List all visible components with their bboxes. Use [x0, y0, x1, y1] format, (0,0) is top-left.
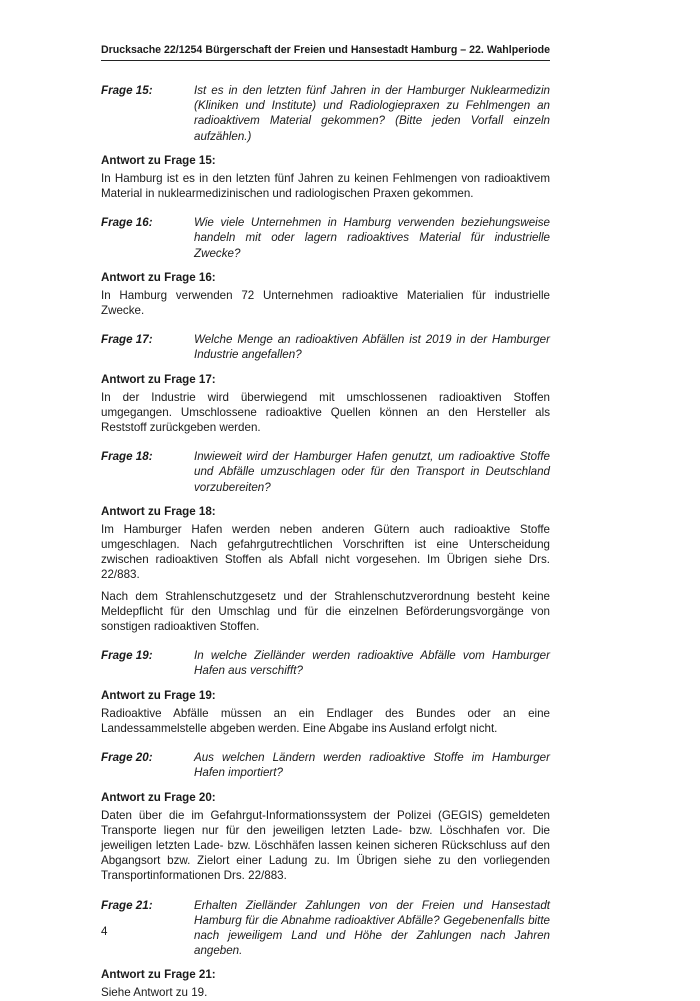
- answer-heading: Antwort zu Frage 21:: [101, 968, 216, 982]
- question: [101, 750, 550, 780]
- header-document-number: Drucksache 22/1254: [101, 44, 203, 56]
- qa-block-17: [101, 332, 550, 435]
- question: [101, 332, 550, 362]
- answer-paragraph: Radioaktive Abfälle müssen an ein Endlager des Bundes oder an eine Landessammelstelle abgeben werden. Eine Abgabe ins Ausland erfolgt nicht.: [101, 706, 550, 735]
- page-number: 4: [101, 925, 108, 938]
- header-parliament-title: Bürgerschaft der Freien und Hansestadt Hamburg – 22. Wahlperiode: [205, 44, 550, 56]
- question-label: Frage 20:: [101, 751, 153, 765]
- qa-block-18: [101, 449, 550, 634]
- question: [101, 83, 550, 144]
- question-text: Inwieweit wird der Hamburger Hafen genutzt, um radioaktive Stoffe und Abfälle umzuschlagen oder für den Transport in Deutschland vorzubereiten?: [194, 450, 550, 494]
- question-label: Frage 21:: [101, 898, 153, 912]
- answer-heading: Antwort zu Frage 16:: [101, 270, 216, 284]
- question-text: Wie viele Unternehmen in Hamburg verwenden beziehungsweise handeln mit oder lagern radioaktives Material für industrielle Zwecke?: [194, 216, 550, 260]
- answer-paragraph: In der Industrie wird überwiegend mit umschlossenen radioaktiven Stoffen umgegangen. Umschlossene radioaktive Quellen können an den Hersteller als Reststoff zurückgeben werden.: [101, 390, 550, 435]
- question: [101, 215, 550, 261]
- question-label: Frage 19:: [101, 649, 153, 663]
- qa-content: [101, 83, 550, 1001]
- question-text: Erhalten Zielländer Zahlungen von der Freien und Hansestadt Hamburg für die Abnahme radioaktiver Abfälle? Gegebenenfalls bitte nach jeweiligem Land und Höhe der Zahlungen nach Jahren angeben.: [194, 898, 550, 958]
- answer-paragraph: In Hamburg ist es in den letzten fünf Jahren zu keinen Fehlmengen von radioaktivem Material in nuklearmedizinischen und radiologischen Praxen gekommen.: [101, 171, 550, 201]
- question-label: Frage 18:: [101, 450, 153, 464]
- question-label: Frage 16:: [101, 216, 153, 230]
- question: [101, 449, 550, 495]
- qa-block-20: [101, 750, 550, 883]
- answer-heading: Antwort zu Frage 19:: [101, 688, 216, 702]
- qa-block-21: [101, 898, 550, 1001]
- question-text: In welche Zielländer werden radioaktive Abfälle vom Hamburger Hafen aus verschifft?: [194, 649, 550, 678]
- answer-heading: Antwort zu Frage 15:: [101, 153, 216, 167]
- answer-paragraph: Daten über die im Gefahrgut-Informationssystem der Polizei (GEGIS) gemeldeten Transporte liegen nur für den jeweiligen letzten Lade- bzw. Löschhafen vor. Die jeweiligen letzten Lade- bzw. Löschhäfen lassen keinen sicheren Rückschluss auf den Abgangsort bzw. Zielort einer Ladung zu. Im Übrigen siehe zu den vorliegenden Transportinformationen Drs. 22/883.: [101, 808, 550, 883]
- answer-paragraph: Im Hamburger Hafen werden neben anderen Gütern auch radioaktive Stoffe umgeschlagen. Nach gefahrgutrechtlichen Vorschriften ist eine Unterscheidung zwischen radioaktiven Stoffen als Abfall nicht vorgesehen. Im Übrigen siehe Drs. 22/883.: [101, 522, 550, 582]
- qa-block-19: [101, 648, 550, 736]
- answer-paragraph: Siehe Antwort zu 19.: [101, 986, 208, 1000]
- qa-block-16: [101, 215, 550, 318]
- question: [101, 648, 550, 678]
- question-label: Frage 15:: [101, 84, 153, 97]
- answer-heading: Antwort zu Frage 20:: [101, 790, 216, 804]
- question-text: Welche Menge an radioaktiven Abfällen ist 2019 in der Hamburger Industrie angefallen?: [194, 333, 550, 362]
- answer-heading: Antwort zu Frage 18:: [101, 504, 216, 518]
- question-label: Frage 17:: [101, 333, 153, 347]
- answer-heading: Antwort zu Frage 17:: [101, 372, 216, 386]
- page-header: [101, 44, 550, 61]
- qa-block-15: [101, 83, 550, 201]
- question-text: Aus welchen Ländern werden radioaktive Stoffe im Hamburger Hafen importiert?: [194, 751, 550, 780]
- answer-paragraph: In Hamburg verwenden 72 Unternehmen radioaktive Materialien für industrielle Zwecke.: [101, 288, 550, 318]
- answer-paragraph: Nach dem Strahlenschutzgesetz und der Strahlenschutzverordnung besteht keine Meldepflicht für den Umschlag und für die einzelnen Beförderungsvorgänge von sonstigen radioaktiven Stoffen.: [101, 589, 550, 634]
- question-text: Ist es in den letzten fünf Jahren in der Hamburger Nuklearmedizin (Kliniken und Institute) und Radiologiepraxen zu Fehlmengen an radioaktivem Material gekommen? (Bitte jeden Vorfall einzeln aufzählen.): [194, 84, 550, 143]
- question: [101, 898, 550, 959]
